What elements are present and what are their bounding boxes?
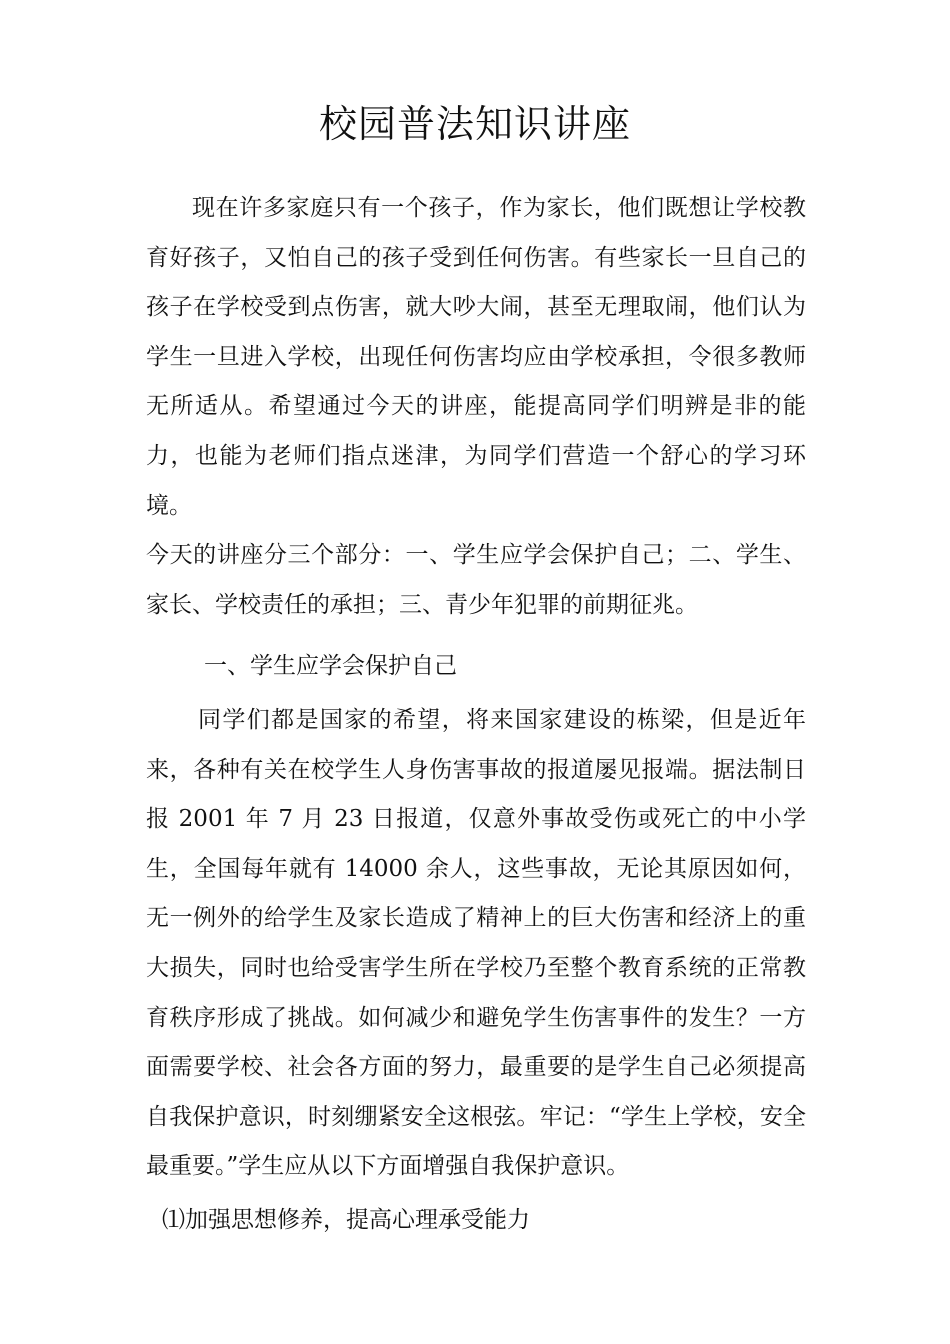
document-body — [146, 184, 806, 1245]
section-heading: 一、学生应学会保护自己 — [204, 653, 457, 680]
subheading: ⑴加强思想修养，提高心理承受能力 — [162, 1206, 530, 1233]
outline-paragraph: 今天的讲座分三个部分：一、学生应学会保护自己；二、学生、家长、学校责任的承担；三、青少年犯罪的前期征兆。 — [146, 542, 806, 618]
document-title: 校园普法知识讲座 — [318, 102, 631, 146]
intro-paragraph: 现在许多家庭只有一个孩子，作为家长，他们既想让学校教育好孩子，又怕自己的孩子受到任何伤害。有些家长一旦自己的孩子在学校受到点伤害，就大吵大闹，甚至无理取闹，他们认为学生一旦进入学校，出现任何伤害均应由学校承担，令很多教师无所适从。希望通过今天的讲座，能提高同学们明辨是非的能力，也能为老师们指点迷津，为同学们营造一个舒心的学习环境。 — [146, 195, 806, 519]
section-paragraph: 同学们都是国家的希望，将来国家建设的栋梁，但是近年来，各种有关在校学生人身伤害事故的报道屡见报端。据法制日报 2001 年 7 月 23 日报道，仅意外事故受伤或死亡的中小学生，全国每年就有 14000 余人，这些事故，无论其原因如何，无一例外的给学生及家长造成了精神上的巨大伤害和经济上的重大损失，同时也给受害学生所在学校乃至整个教育系统的正常教育秩序形成了挑战。如何减少和避免学生伤害事件的发生？一方面需要学校、社会各方面的努力，最重要的是学生自己必须提高自我保护意识，时刻绷紧安全这根弦。牢记：“学生上学校，安全最重要。”学生应从以下方面增强自我保护意识。 — [146, 706, 806, 1180]
